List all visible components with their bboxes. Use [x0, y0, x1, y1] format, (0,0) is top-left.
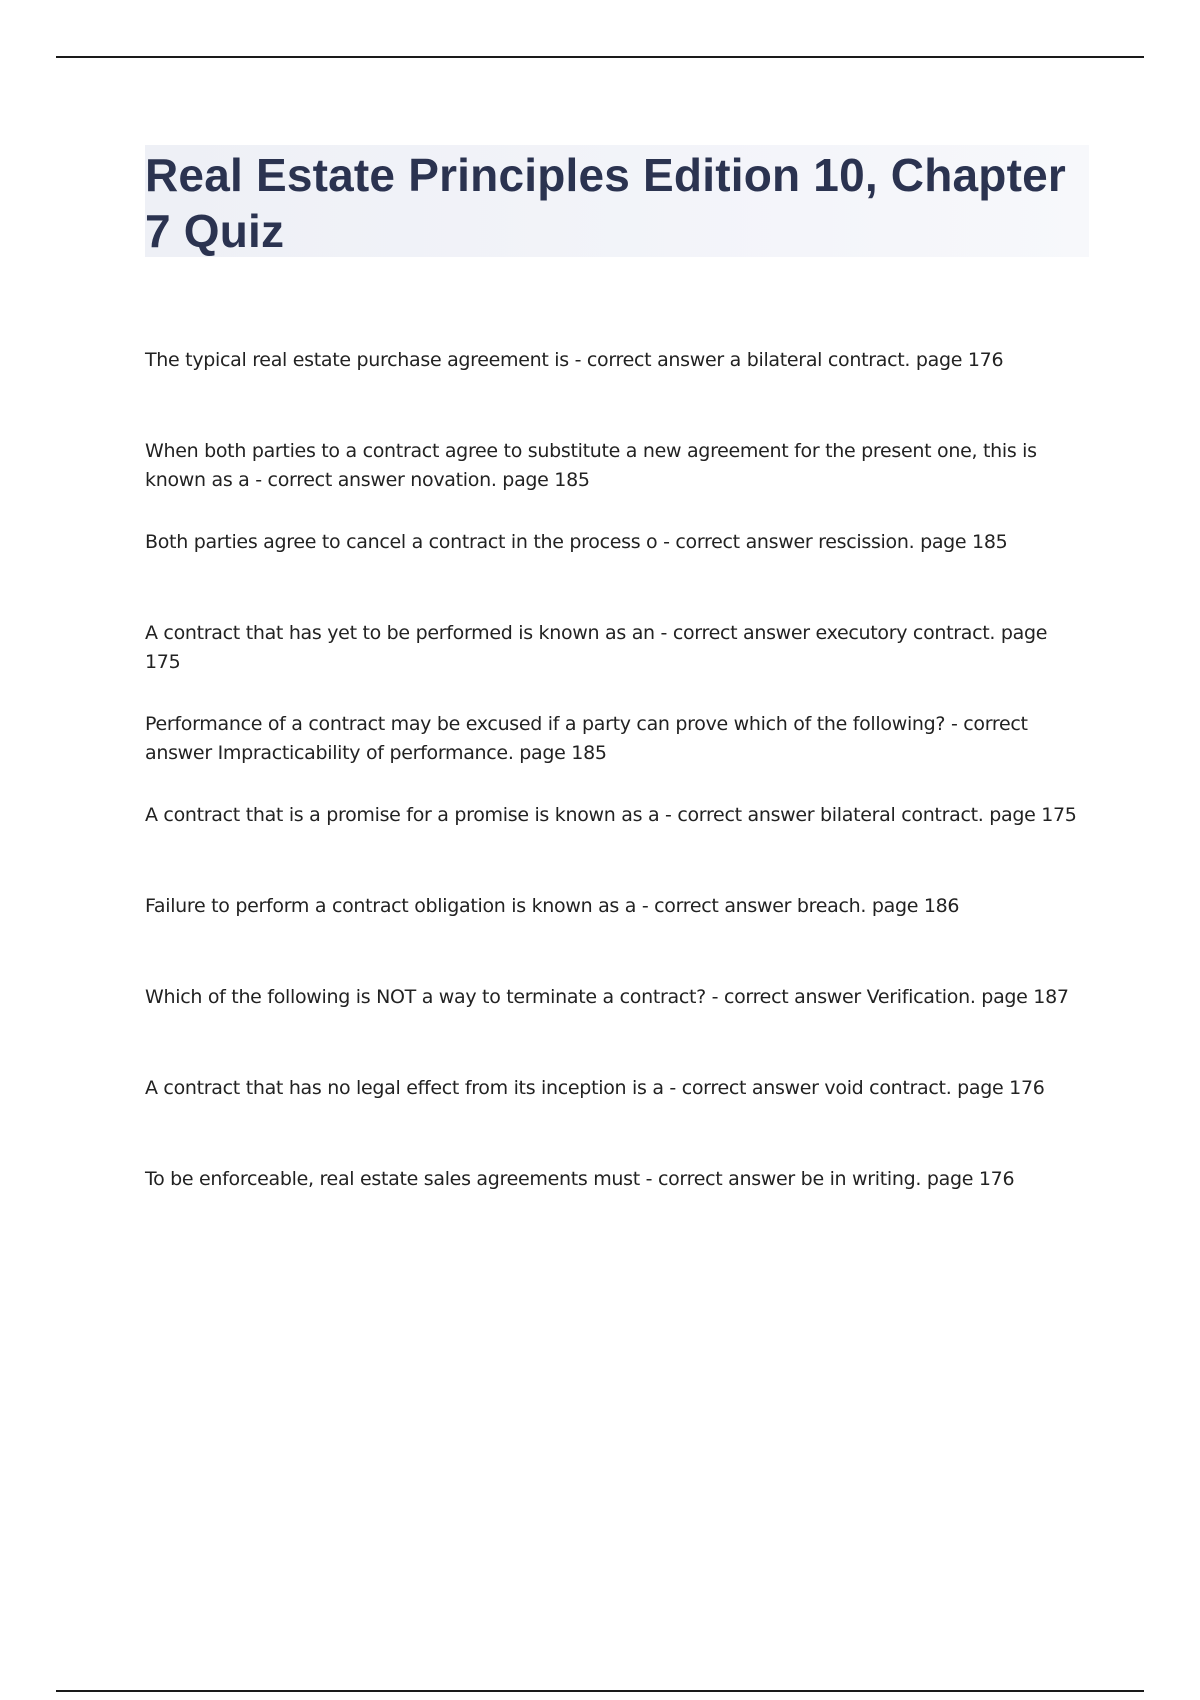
qa-item: Failure to perform a contract obligation is known as a - correct answer breach. page 186 — [145, 895, 960, 917]
qa-list — [145, 346, 1085, 1256]
qa-item: When both parties to a contract agree to substitute a new agreement for the present one, this is known as a - correct answer novation. page 185 — [145, 440, 1037, 491]
qa-item: To be enforceable, real estate sales agreements must - correct answer be in writing. page 176 — [145, 1168, 1015, 1190]
qa-item: Performance of a contract may be excused if a party can prove which of the following? - correct answer Impracticability of performance. page 185 — [145, 713, 1028, 764]
header-rule — [56, 56, 1144, 58]
qa-item: A contract that has yet to be performed is known as an - correct answer executory contract. page 175 — [145, 622, 1048, 673]
page-title: Real Estate Principles Edition 10, Chapter 7 Quiz — [145, 149, 1067, 257]
qa-item: The typical real estate purchase agreement is - correct answer a bilateral contract. page 176 — [145, 349, 1004, 371]
qa-item: A contract that is a promise for a promise is known as a - correct answer bilateral contract. page 175 — [145, 804, 1077, 826]
title-banner — [145, 145, 1089, 257]
qa-item: Which of the following is NOT a way to terminate a contract? - correct answer Verification. page 187 — [145, 986, 1069, 1008]
footer-rule — [56, 1690, 1144, 1692]
qa-item: A contract that has no legal effect from its inception is a - correct answer void contract. page 176 — [145, 1077, 1045, 1099]
qa-item: Both parties agree to cancel a contract in the process o - correct answer rescission. page 185 — [145, 531, 1008, 553]
